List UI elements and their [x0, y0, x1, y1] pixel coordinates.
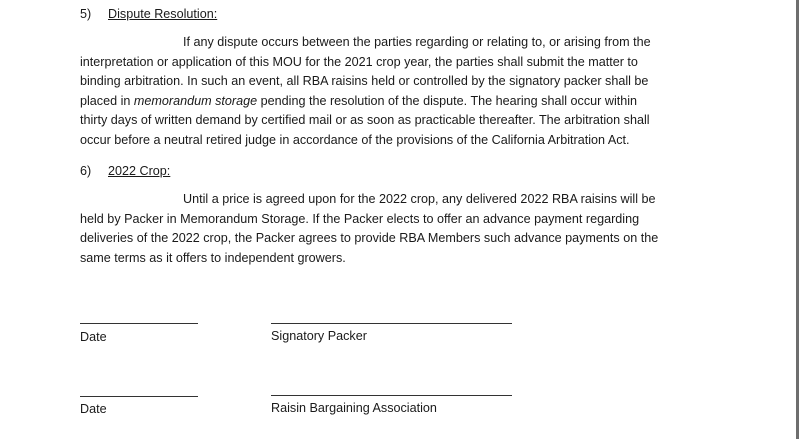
date-label: Date: [80, 402, 107, 416]
section-5-paragraph: [80, 33, 708, 151]
date-signature-line[interactable]: [80, 323, 198, 324]
paragraph-line: interpretation or application of this MOU for the 2021 crop year, the parties shall submit the matter to: [80, 54, 638, 69]
paragraph-line: binding arbitration. In such an event, all RBA raisins held or controlled by the signatory packer shall be: [80, 74, 649, 89]
paragraph-line: thirty days of written demand by certified mail or as soon as practicable thereafter. The arbitration shall: [80, 113, 650, 128]
paragraph-line: If any dispute occurs between the parties regarding or relating to, or arising from the: [183, 35, 651, 49]
association-signature-line[interactable]: [271, 395, 512, 396]
date-label: Date: [80, 330, 107, 344]
paragraph-line: deliveries of the 2022 crop, the Packer agrees to provide RBA Members such advance payments on the: [80, 231, 659, 246]
section-5-title: Dispute Resolution:: [108, 7, 218, 21]
section-6-heading: [80, 163, 170, 179]
section-5-heading: [80, 6, 217, 22]
paragraph-line: held by Packer in Memorandum Storage. If the Packer elects to offer an advance payment regarding: [80, 211, 640, 226]
date-signature-line[interactable]: [80, 396, 198, 397]
paragraph-line: Until a price is agreed upon for the 2022 crop, any delivered 2022 RBA raisins will be: [183, 192, 656, 206]
paragraph-line: placed in memorandum storage pending the resolution of the dispute. The hearing shall occur within: [80, 93, 638, 108]
section-6-number: 6): [80, 164, 92, 178]
signatory-packer-label: Signatory Packer: [271, 329, 367, 343]
section-5-number: 5): [80, 7, 92, 21]
section-6-title: 2022 Crop:: [108, 164, 171, 178]
memorandum-storage-emphasis: memorandum storage: [133, 93, 258, 108]
packer-signature-line[interactable]: [271, 323, 512, 324]
raisin-bargaining-association-label: Raisin Bargaining Association: [271, 401, 437, 415]
paragraph-line: occur before a neutral retired judge in accordance of the provisions of the California Arbitration Act.: [80, 132, 630, 147]
section-6-paragraph: [80, 190, 708, 268]
paragraph-line: same terms as it offers to independent growers.: [80, 250, 346, 265]
